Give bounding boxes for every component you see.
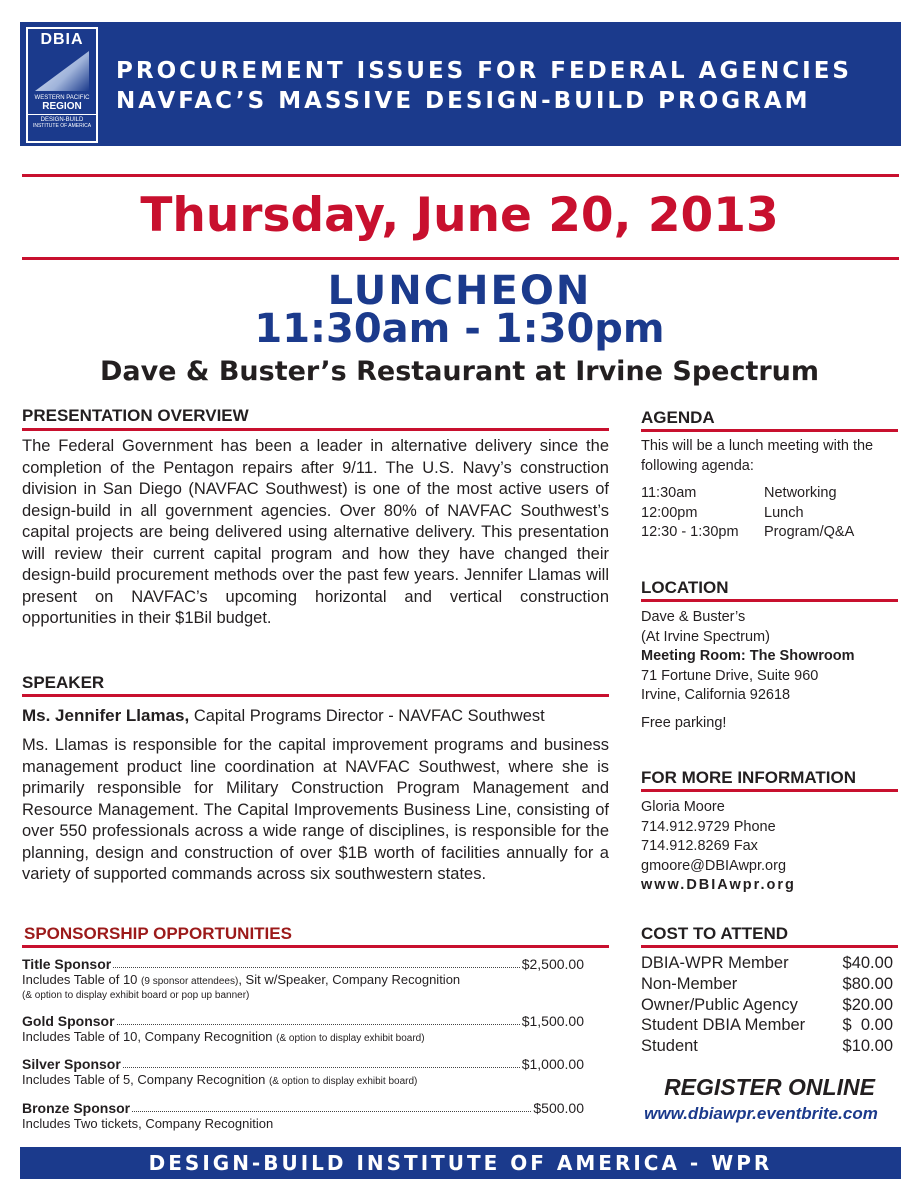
sponsor-desc-main: Includes Table of 5, Company Recognition — [22, 1072, 266, 1087]
agenda-heading: AGENDA — [641, 408, 715, 427]
sponsor-name: Silver Sponsor — [22, 1056, 121, 1072]
speaker-heading: SPEAKER — [22, 673, 105, 692]
sponsor-note: (& option to display exhibit board) — [268, 1076, 418, 1087]
agenda-item: Networking — [764, 485, 837, 501]
header-banner — [20, 22, 901, 146]
cost-row — [641, 953, 893, 974]
sponsor-desc: Includes Two tickets, Company Recognition — [22, 1116, 274, 1131]
event-type: LUNCHEON — [327, 268, 592, 314]
logo-region: REGION — [42, 101, 82, 112]
agenda-time: 12:00pm — [641, 504, 698, 521]
agenda-time: 12:30 - 1:30pm — [641, 524, 739, 540]
leader-dots — [117, 1024, 520, 1025]
footer-banner: DESIGN-BUILD INSTITUTE OF AMERICA - WPR — [20, 1147, 901, 1179]
sponsor-name: Title Sponsor — [22, 956, 112, 972]
cost-label: Non-Member — [641, 974, 738, 993]
event-time: 11:30am - 1:30pm — [254, 306, 665, 352]
sponsor-desc-main: Includes Table of 10, Company Recognition — [22, 1029, 273, 1044]
divider-top — [22, 174, 899, 177]
sponsor-price: $1,000.00 — [521, 1056, 584, 1072]
sponsor-price: $2,500.00 — [521, 956, 584, 972]
location-details — [641, 608, 854, 733]
agenda-row — [641, 523, 854, 543]
banner-title-line2: NAVFAC’S MASSIVE DESIGN-BUILD PROGRAM — [116, 88, 811, 114]
sponsor-title — [22, 956, 584, 1001]
register-link[interactable]: www.dbiawpr.eventbrite.com — [644, 1104, 878, 1123]
cost-price: $10.00 — [842, 1037, 893, 1056]
sponsor-desc-small: (9 sponsor attendees) — [141, 976, 239, 987]
sponsor-desc — [22, 1029, 584, 1047]
location-divider — [641, 599, 898, 602]
agenda-list — [641, 484, 854, 543]
info-heading: FOR MORE INFORMATION — [641, 768, 856, 787]
speaker-name: Ms. Jennifer Llamas, — [22, 706, 190, 725]
sponsorship-heading: SPONSORSHIP OPPORTUNITIES — [24, 924, 292, 943]
location-line2: (At Irvine Spectrum) — [641, 628, 770, 645]
sponsor-desc — [22, 972, 584, 990]
speaker-title: Capital Programs Director - NAVFAC Southwest — [193, 707, 545, 725]
overview-divider — [22, 428, 609, 431]
location-parking: Free parking! — [641, 714, 727, 731]
speaker-divider — [22, 694, 609, 697]
event-venue: Dave & Buster’s Restaurant at Irvine Spectrum — [99, 356, 820, 387]
overview-text: The Federal Government has been a leader in alternative delivery since the completion of the Pentagon repairs after 9/11. The U.S. Navy’s construction division in San Diego (NAVFAC Southwest) is one of the most active users of design-build in all government agencies. Over 80% of NAVFAC Southwest’s capital projects are being delivered using alternative delivery. This presentation will review their current capital program and how they have changed their design-build procurement methods over the past few years. Jennifer Llamas will present on NAVFAC’s upcoming horizontal and vertical construction opportunities in their $1Bil budget. — [22, 437, 609, 627]
banner-title-line1: PROCUREMENT ISSUES FOR FEDERAL AGENCIES — [116, 58, 852, 84]
cost-divider — [641, 945, 898, 948]
location-heading: LOCATION — [641, 578, 729, 597]
speaker-bio: Ms. Llamas is responsible for the capital improvement programs and business management product line coordination at NAVFAC Southwest, where she is primarily responsible for Military Construction Program Management and Resource Management. The Capital Improvements Business Line, consisting of over 550 professionals across a wide range of disciplines, is responsible for the planning, design and construction of over $1B worth of facilities annually for a variety of supported commands across six southwestern states. — [22, 736, 609, 883]
location-address1: 71 Fortune Drive, Suite 960 — [641, 667, 819, 684]
dbia-logo — [26, 27, 98, 143]
cost-label: Student — [641, 1037, 698, 1056]
info-divider — [641, 789, 898, 792]
info-contact: Gloria Moore — [641, 799, 725, 815]
agenda-time: 11:30am — [641, 485, 697, 501]
cost-row — [641, 974, 893, 995]
location-room: Meeting Room: The Showroom — [641, 648, 855, 664]
info-email[interactable]: gmoore@DBIAwpr.org — [641, 857, 787, 874]
cost-label: Owner/Public Agency — [641, 995, 798, 1014]
cost-label: DBIA-WPR Member — [641, 954, 789, 972]
location-line1: Dave & Buster’s — [641, 609, 746, 625]
leader-dots — [123, 1067, 520, 1068]
sponsor-bronze — [22, 1100, 584, 1132]
info-fax: 714.912.8269 Fax — [641, 838, 758, 854]
banner-title — [116, 56, 852, 116]
leader-dots — [113, 967, 520, 968]
sponsor-price: $500.00 — [533, 1100, 584, 1116]
sponsorship-divider — [22, 945, 609, 948]
agenda-row — [641, 484, 854, 504]
divider-date — [22, 257, 899, 260]
sponsor-name: Bronze Sponsor — [22, 1100, 131, 1116]
agenda-divider — [641, 429, 898, 432]
cost-price: $80.00 — [842, 974, 893, 993]
overview-heading: PRESENTATION OVERVIEW — [22, 406, 249, 425]
cost-row — [641, 1036, 893, 1057]
sponsor-desc-main: Includes Table of 10 — [22, 972, 138, 987]
sponsor-desc — [22, 1072, 584, 1090]
cost-price: $20.00 — [842, 995, 893, 1014]
sponsor-price: $1,500.00 — [521, 1013, 584, 1029]
sponsor-desc-rest: , Sit w/Speaker, Company Recognition — [238, 972, 461, 987]
info-details — [641, 798, 796, 896]
sponsor-note: (& option to display exhibit board) — [276, 1033, 425, 1044]
logo-bottom: DESIGN-BUILD — [28, 114, 96, 123]
sponsor-gold — [22, 1013, 584, 1047]
cost-label: Student DBIA Member — [641, 1016, 806, 1035]
speaker-line — [22, 706, 545, 726]
cost-heading: COST TO ATTEND — [641, 924, 789, 943]
logo-bottom-small: INSTITUTE OF AMERICA — [32, 123, 92, 129]
info-website-link[interactable]: www.DBIAwpr.org — [641, 877, 796, 893]
sponsor-silver — [22, 1056, 584, 1090]
agenda-item: Lunch — [764, 504, 804, 521]
logo-text: DBIA — [40, 31, 84, 48]
cost-price: $ 0.00 — [842, 1016, 893, 1035]
leader-dots — [132, 1111, 531, 1112]
cost-row — [641, 995, 893, 1016]
logo-triangle-icon — [35, 51, 89, 91]
agenda-item: Program/Q&A — [764, 524, 855, 540]
location-address2: Irvine, California 92618 — [641, 687, 791, 703]
cost-row — [641, 1015, 893, 1036]
sponsor-note: (& option to display exhibit board or pop up banner) — [22, 990, 250, 1001]
logo-region-small: WESTERN PACIFIC — [34, 95, 90, 101]
cost-table — [641, 953, 893, 1057]
register-label: REGISTER ONLINE — [664, 1074, 875, 1100]
sponsor-name: Gold Sponsor — [22, 1013, 115, 1029]
agenda-intro: This will be a lunch meeting with the following agenda: — [641, 438, 874, 474]
info-phone: 714.912.9729 Phone — [641, 818, 776, 835]
cost-price: $40.00 — [842, 954, 893, 972]
agenda-row — [641, 504, 854, 524]
event-date: Thursday, June 20, 2013 — [140, 188, 779, 243]
